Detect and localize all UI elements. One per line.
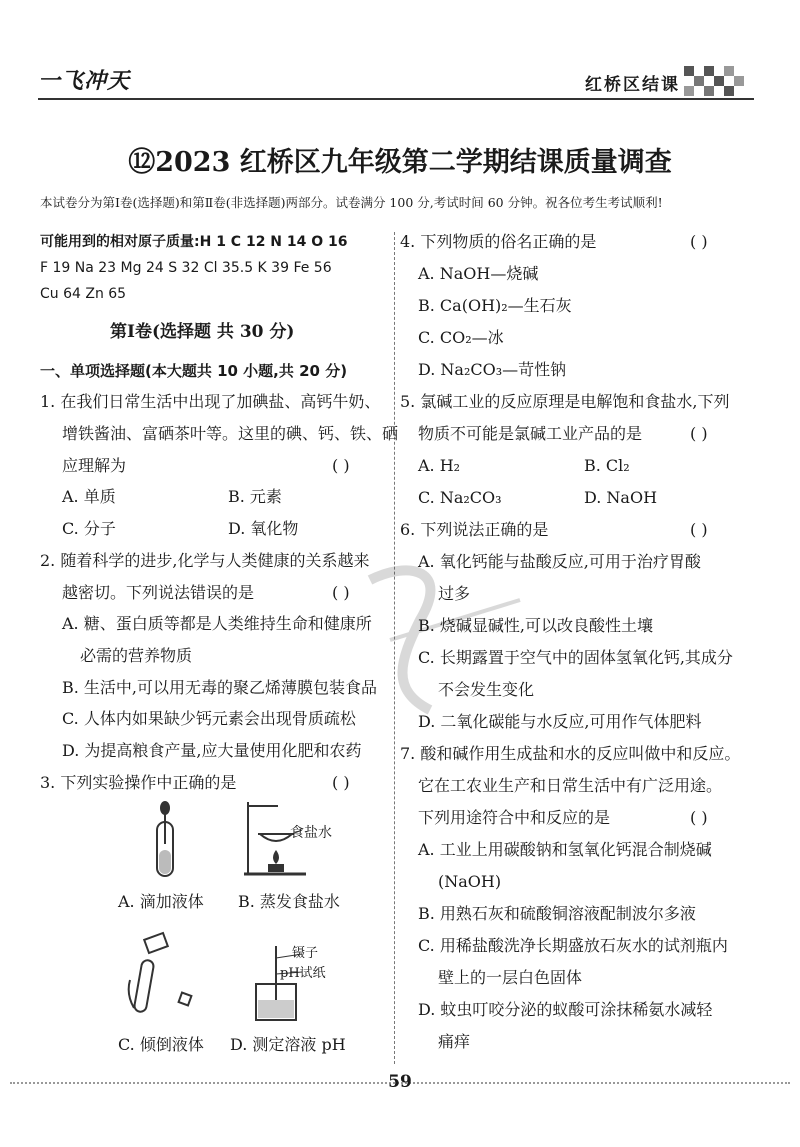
q7-option-d: D. 蚊虫叮咬分泌的蚁酸可涂抹稀氨水减轻 <box>418 1000 713 1019</box>
q7-option-c-cont: 壁上的一层白色固体 <box>438 968 583 987</box>
q4-option-a: A. NaOH—烧碱 <box>418 264 539 283</box>
section1-title: 一、单项选择题(本大题共 10 小题,共 20 分) <box>40 362 348 380</box>
q7-stem-line-3: 下列用途符合中和反应的是 <box>418 808 611 827</box>
tweezers-label: 镊子 <box>292 946 319 961</box>
q3-option-d: D. 测定溶液 pH <box>230 1035 346 1054</box>
q3-stem: 3. 下列实验操作中正确的是 <box>40 773 237 792</box>
q6-option-b: B. 烧碱显碱性,可以改良酸性土壤 <box>418 616 654 635</box>
q4-option-d: D. Na₂CO₃—苛性钠 <box>418 360 567 379</box>
q7-option-a: A. 工业上用碳酸钠和氢氧化钙混合制烧碱 <box>418 840 712 859</box>
q5-option-a: A. H₂ <box>418 456 461 475</box>
dropper-test-tube-figure <box>140 800 190 880</box>
atomic-mass-line-1: 可能用到的相对原子质量:H 1 C 12 N 14 O 16 <box>40 234 348 250</box>
q2-option-a: A. 糖、蛋白质等都是人类维持生命和健康所 <box>62 614 372 633</box>
q2-stem-line-1: 2. 随着科学的进步,化学与人类健康的关系越来 <box>40 551 370 570</box>
q7-option-a-cont: (NaOH) <box>438 872 502 891</box>
q3-option-b: B. 蒸发食盐水 <box>238 892 340 911</box>
q5-option-d: D. NaOH <box>584 488 658 507</box>
q1-stem-line-1: 1. 在我们日常生活中出现了加碘盐、高钙牛奶、 <box>40 392 381 411</box>
q6-answer-blank[interactable]: ( ) <box>690 520 708 539</box>
q2-answer-blank[interactable]: ( ) <box>332 583 350 602</box>
pouring-liquid-figure <box>124 930 204 1020</box>
q6-option-a: A. 氧化钙能与盐酸反应,可用于治疗胃酸 <box>418 552 701 571</box>
salt-water-label: 食盐水 <box>290 825 332 841</box>
q1-stem-line-3: 应理解为 <box>62 456 127 475</box>
q4-option-b: B. Ca(OH)₂—生石灰 <box>418 296 572 315</box>
q5-option-b: B. Cl₂ <box>584 456 630 475</box>
q3-option-a: A. 滴加液体 <box>118 892 204 911</box>
q6-option-a-cont: 过多 <box>438 584 471 603</box>
ph-paper-label: pH试纸 <box>280 966 326 981</box>
q1-answer-blank[interactable]: ( ) <box>332 456 350 475</box>
exam-instructions: 本试卷分为第Ⅰ卷(选择题)和第Ⅱ卷(非选择题)两部分。试卷满分 100 分,考试时间 60 分钟。祝各位考生考试顺利! <box>40 195 663 210</box>
q7-stem-line-2: 它在工农业生产和日常生活中有广泛用途。 <box>418 776 723 795</box>
atomic-mass-line-2: F 19 Na 23 Mg 24 S 32 Cl 35.5 K 39 Fe 56 <box>40 260 332 276</box>
q2-option-d: D. 为提高粮食产量,应大量使用化肥和农药 <box>62 741 362 760</box>
q2-stem-line-2: 越密切。下列说法错误的是 <box>62 583 255 602</box>
page-number: 59 <box>388 1072 412 1092</box>
q6-option-c-cont: 不会发生变化 <box>438 680 535 699</box>
q4-option-c: C. CO₂—冰 <box>418 328 504 347</box>
q7-stem-line-1: 7. 酸和碱作用生成盐和水的反应叫做中和反应。 <box>400 744 741 763</box>
q1-option-b: B. 元素 <box>228 487 282 506</box>
q4-stem: 4. 下列物质的俗名正确的是 <box>400 232 597 251</box>
q1-stem-line-2: 增铁酱油、富硒茶叶等。这里的碘、钙、铁、硒 <box>62 424 399 443</box>
q3-option-c: C. 倾倒液体 <box>118 1035 204 1054</box>
q6-option-c: C. 长期露置于空气中的固体氢氧化钙,其成分 <box>418 648 733 667</box>
q7-option-c: C. 用稀盐酸洗净长期盛放石灰水的试剂瓶内 <box>418 936 728 955</box>
part1-title: 第Ⅰ卷(选择题 共 30 分) <box>110 322 295 342</box>
q6-option-d: D. 二氧化碳能与水反应,可用作气体肥料 <box>418 712 702 731</box>
atomic-mass-line-3: Cu 64 Zn 65 <box>40 286 127 302</box>
header-rule <box>38 98 754 100</box>
series-label: 红桥区结课 <box>585 75 680 95</box>
q5-stem-line-1: 5. 氯碱工业的反应原理是电解饱和食盐水,下列 <box>400 392 730 411</box>
q4-answer-blank[interactable]: ( ) <box>690 232 708 251</box>
q7-option-b: B. 用熟石灰和硫酸铜溶液配制波尔多液 <box>418 904 696 923</box>
q7-option-d-cont: 痛痒 <box>438 1032 471 1051</box>
q1-option-c: C. 分子 <box>62 519 116 538</box>
q2-option-b: B. 生活中,可以用无毒的聚乙烯薄膜包装食品 <box>62 678 378 697</box>
q2-option-c: C. 人体内如果缺少钙元素会出现骨质疏松 <box>62 709 356 728</box>
q7-answer-blank[interactable]: ( ) <box>690 808 708 827</box>
q3-answer-blank[interactable]: ( ) <box>332 773 350 792</box>
q2-option-a-cont: 必需的营养物质 <box>80 646 193 665</box>
q1-option-a: A. 单质 <box>62 487 116 506</box>
brand-logo: 一飞冲天 <box>38 68 131 94</box>
checker-decoration-icon <box>684 66 744 96</box>
q1-option-d: D. 氧化物 <box>228 519 299 538</box>
q5-answer-blank[interactable]: ( ) <box>690 424 708 443</box>
q5-option-c: C. Na₂CO₃ <box>418 488 502 507</box>
q5-stem-line-2: 物质不可能是氯碱工业产品的是 <box>418 424 643 443</box>
page-title: ⑫2023 红桥区九年级第二学期结课质量调查 <box>128 147 672 178</box>
q6-stem: 6. 下列说法正确的是 <box>400 520 549 539</box>
